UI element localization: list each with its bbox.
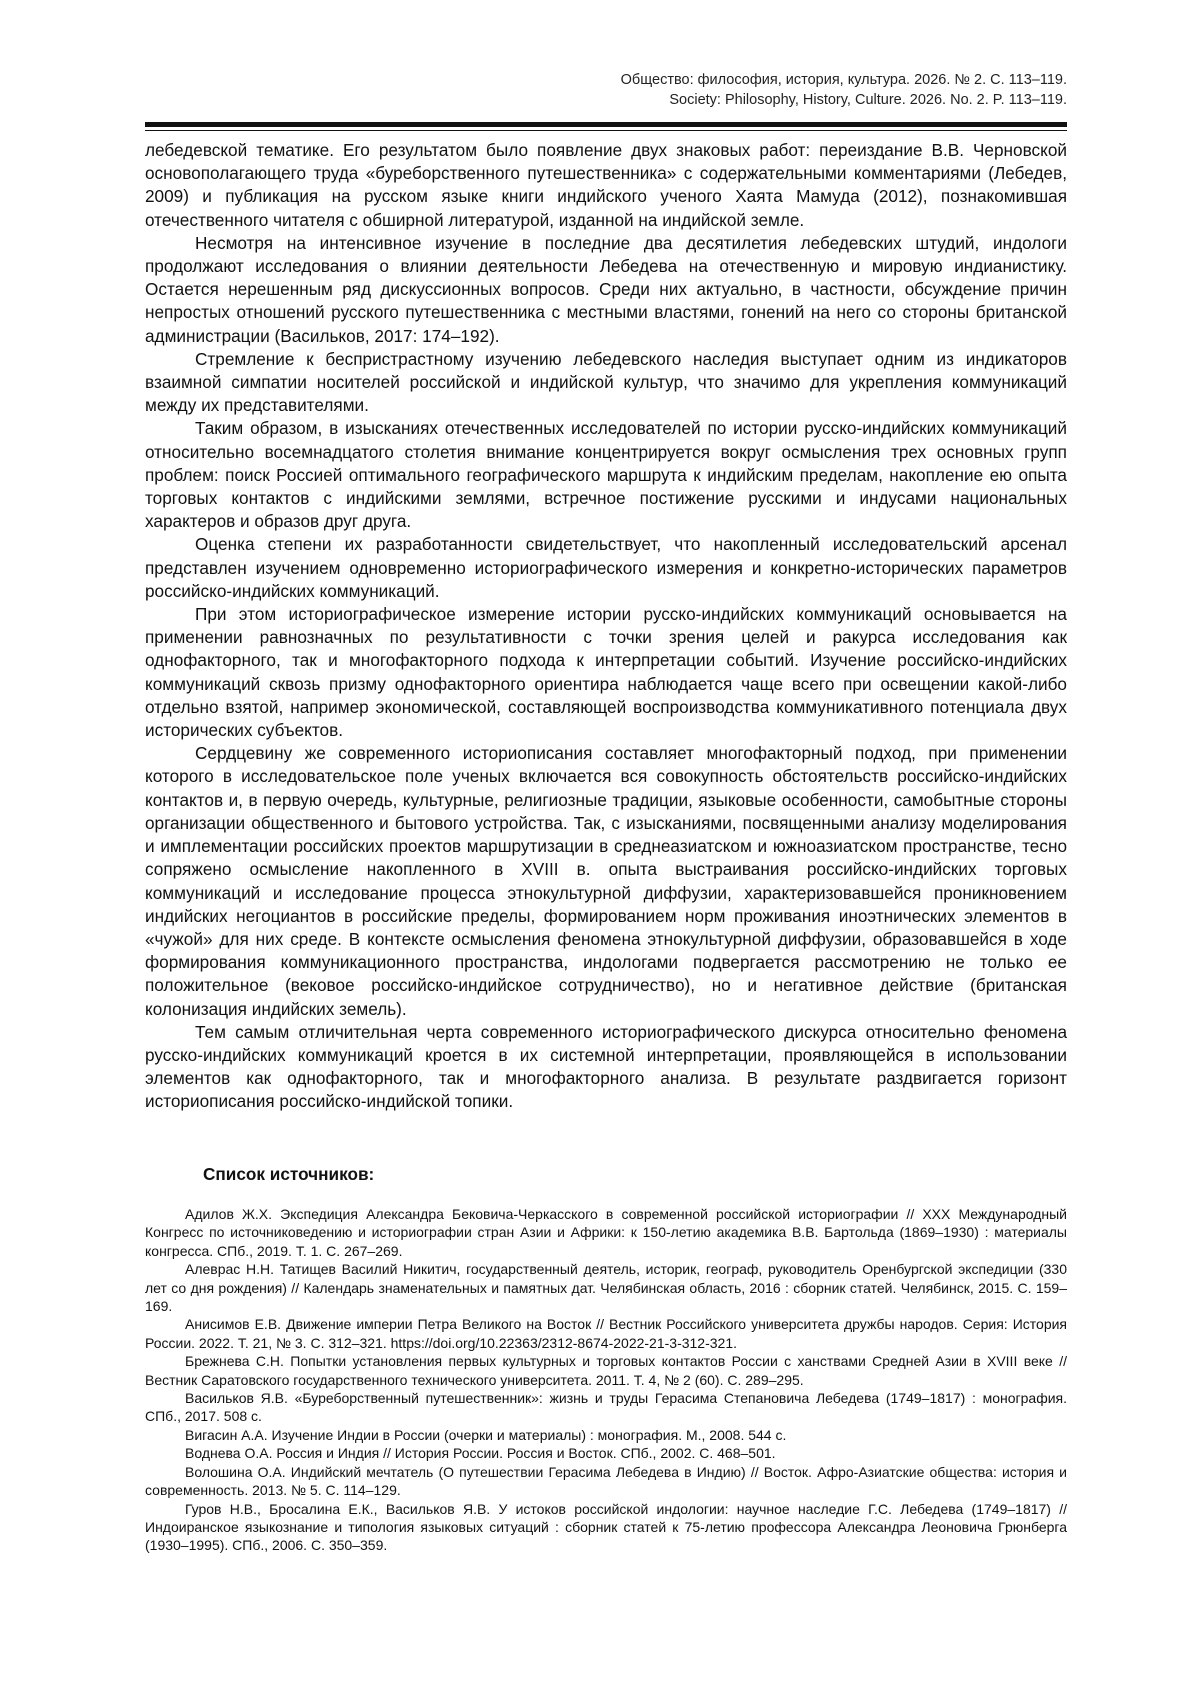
reference-item: Волошина О.А. Индийский мечтатель (О путешествии Герасима Лебедева в Индию) // Восток. Афро-Азиатские общества: история и современность. 2013. № 5. С. 114–129. xyxy=(145,1463,1067,1499)
paragraph: Сердцевину же современного историописания составляет многофакторный подход, при применении которого в исследовательское поле ученых включается вся совокупность обстоятельств российско-индийских контактов и, в первую очередь, культурные, религиозные традиции, языковые особенности, самобытные стороны организации общественного и бытового устройства. Так, с изысканиями, посвященными анализу моделирования и имплементации российских проектов маршрутизации в среднеазиатском и южноазиатском пространстве, тесно сопряжено осмысление накопленного в XVIII в. опыта выстраивания российско-индийских торговых коммуникаций и исследование процесса этнокультурной диффузии, характеризовавшейся проникновением индийских негоциантов в российские пределы, формированием норм проживания иноэтнических элементов в «чужой» для них среде. В контексте осмысления феномена этнокультурной диффузии, образовавшейся в ходе формирования коммуникационного пространства, индологами подвергается рассмотрению не только ее положительное (вековое российско-индийское сотрудничество), но и негативное действие (британская колонизация индийских земель). xyxy=(145,743,1067,1019)
reference-item: Васильков Я.В. «Буреборственный путешественник»: жизнь и труды Герасима Степановича Лебедева (1749–1817) : монография. СПб., 2017. 508 с. xyxy=(145,1390,1067,1425)
paragraph: Несмотря на интенсивное изучение в последние два десятилетия лебедевских штудий, индологи продолжают исследования о влиянии деятельности Лебедева на отечественную и мировую индианистику. Остается нерешенным ряд дискуссионных вопросов. Среди них актуально, в частности, обсуждение причин непростых отношений русского путешественника с местными властями, гонений на него со стороны британской администрации (Васильков, 2017: 174–192). xyxy=(145,232,1067,346)
paragraph: При этом историографическое измерение истории русско-индийских коммуникаций основывается на применении равнозначных по результативности с точки зрения целей и ракурса исследования как однофакторного, так и многофакторного подхода к интерпретации событий. Изучение российско-индийских коммуникаций сквозь призму однофакторного ориентира наблюдается чаще всего при освещении какой-либо отдельно взятой, например экономической, составляющей воспроизводства коммуникативного потенциала двух исторических субъектов. xyxy=(145,604,1067,741)
reference-item: Алеврас Н.Н. Татищев Василий Никитич, государственный деятель, историк, географ, руководитель Оренбургской экспедиции (330 лет со дня рождения) // Календарь знаменательных и памятных дат. Челябинская область, 2016 : сборник статей. Челябинск, 2015. С. 159–169. xyxy=(145,1261,1067,1315)
reference-item: Воднева О.А. Россия и Индия // История России. Россия и Восток. СПб., 2002. С. 468–501. xyxy=(185,1445,776,1462)
reference-item: Брежнева С.Н. Попытки установления первых культурных и торговых контактов России с ханствами Средней Азии в XVIII веке // Вестник Саратовского государственного технического университета. 2011. Т. 4, № 2 (60). С. 289–295. xyxy=(145,1353,1067,1388)
paragraph: Стремление к беспристрастному изучению лебедевского наследия выступает одним из индикаторов взаимной симпатии носителей российской и индийской культур, что значимо для укрепления коммуникаций между их представителями. xyxy=(145,348,1067,416)
running-header xyxy=(145,70,1067,110)
paragraph: Таким образом, в изысканиях отечественных исследователей по истории русско-индийских коммуникаций относительно восемнадцатого столетия внимание концентрируется вокруг осмысления трех основных групп проблем: поиск Россией оптимального географического маршрута к индийским пределам, накопление ею опыта торговых контактов с индийскими землями, встречное постижение русскими и индусами национальных характеров и образов друг друга. xyxy=(145,418,1067,532)
paragraph: лебедевской тематике. Его результатом было появление двух знаковых работ: переиздание В.В. Черновской основополагающего труда «буреборственного путешественника» с содержательными комментариями (Лебедев, 2009) и публикация на русском языке книги индийского ученого Хаята Мамуда (2012), познакомившая отечественного читателя с обширной литературой, изданной на индийской земле. xyxy=(145,140,1067,230)
header-rule-thick xyxy=(145,122,1067,127)
reference-item: Гуров Н.В., Бросалина Е.К., Васильков Я.В. У истоков российской индологии: научное наследие Г.С. Лебедева (1749–1817) // Индоиранское языкознание и типология языковых ситуаций : сборник статей к 75-летию профессора Александра Леоновича Грюнберга (1930–1995). СПб., 2006. С. 350–359. xyxy=(145,1500,1067,1554)
reference-item: Вигасин А.А. Изучение Индии в России (очерки и материалы) : монография. М., 2008. 544 с. xyxy=(185,1426,787,1443)
reference-item: Анисимов Е.В. Движение империи Петра Великого на Восток // Вестник Российского университета дружбы народов. Серия: История России. 2022. Т. 21, № 3. С. 312–321. https://doi.org/10.22363/2312-8674-2022-21-3-312-321. xyxy=(145,1316,1067,1351)
header-citation-ru: Общество: философия, история, культура. 2026. № 2. С. 113–119. xyxy=(620,72,1067,88)
references-list xyxy=(145,1205,1067,1555)
paragraph: Оценка степени их разработанности свидетельствует, что накопленный исследовательский арсенал представлен изучением одновременно историографического измерения и конкретно-исторических параметров российско-индийских коммуникаций. xyxy=(145,534,1067,601)
paragraph: Тем самым отличительная черта современного историографического дискурса относительно феномена русско-индийских коммуникаций кроется в их системной интерпретации, проявляющейся в использовании элементов как однофакторного, так и многофакторного анализа. В результате раздвигается горизонт историописания российско-индийской топики. xyxy=(145,1021,1067,1112)
article-body xyxy=(145,139,1067,1114)
header-citation-en: Society: Philosophy, History, Culture. 2026. No. 2. P. 113–119. xyxy=(669,92,1067,108)
references-heading: Список источников: xyxy=(203,1164,375,1184)
reference-item: Адилов Ж.Х. Экспедиция Александра Бековича-Черкасского в современной российской историографии // XXX Международный Конгресс по источниковедению и историографии стран Азии и Африки: к 150-летию академика В.В. Бартольда (1869–1930) : материалы конгресса. СПб., 2019. Т. 1. С. 267–269. xyxy=(145,1206,1067,1259)
header-rule-thin xyxy=(145,130,1067,131)
